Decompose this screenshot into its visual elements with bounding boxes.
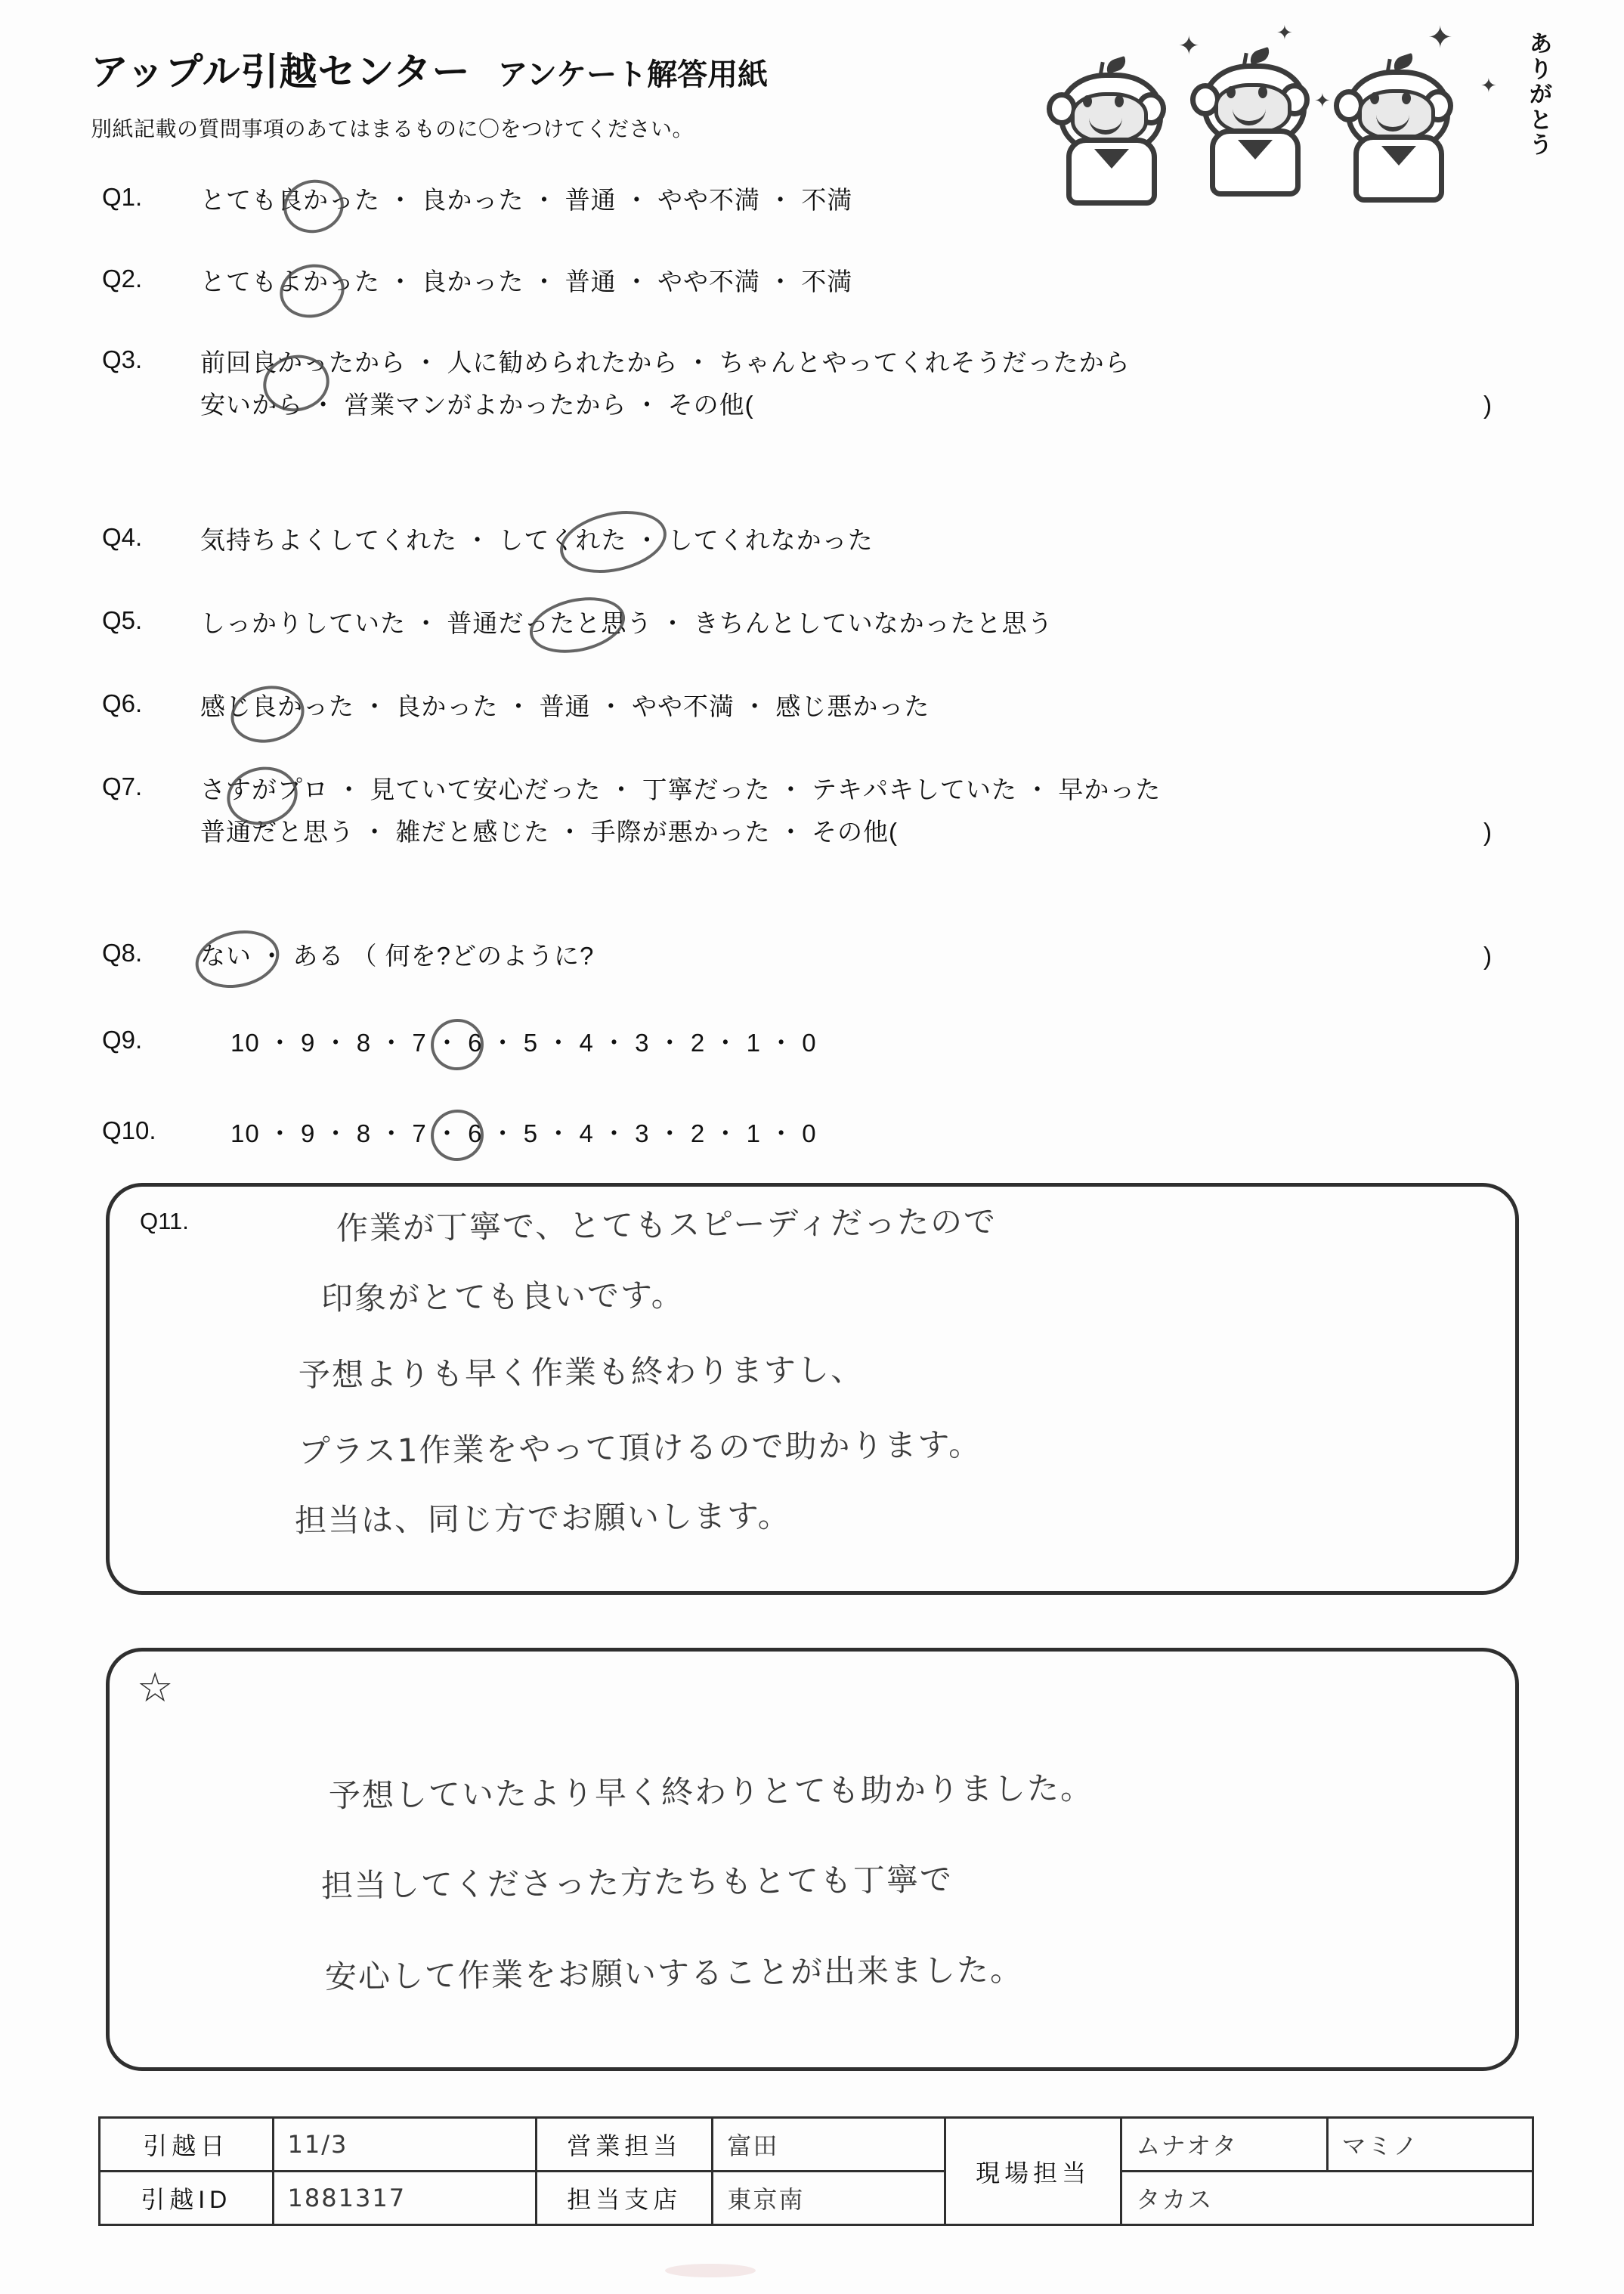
question-id: Q2. — [102, 265, 143, 293]
mascot-eye-left — [1227, 86, 1236, 98]
q11-comment-box[interactable] — [106, 1183, 1519, 1595]
site-staff-value-2[interactable]: マミノ — [1327, 2118, 1533, 2172]
question-q3 — [102, 344, 1538, 423]
sparkle-icon: ✦ — [1276, 21, 1293, 44]
sales-rep-value[interactable]: 富田 — [713, 2118, 945, 2172]
site-staff-value-3[interactable]: タカス — [1121, 2172, 1533, 2225]
q11-handwritten-line-1: 作業が丁寧で、とてもスピーディだったので — [336, 1203, 998, 1247]
move-id-label: 引越ID — [100, 2172, 274, 2225]
question-paren-close: ) — [1483, 817, 1493, 846]
question-q10 — [102, 1115, 1538, 1153]
apple-leaf-icon — [1104, 56, 1128, 74]
question-options-line1[interactable]: 前回良かったから ・ 人に勧められたから ・ ちゃんとやってくれそうだったから — [200, 348, 1131, 376]
site-staff-label: 現場担当 — [945, 2118, 1121, 2225]
question-options-line2[interactable]: 普通だと思う ・ 雑だと感じた ・ 手際が悪かった ・ その他( — [200, 817, 898, 846]
question-id: Q10. — [102, 1116, 156, 1144]
question-options[interactable]: とても良かった ・ 良かった ・ 普通 ・ やや不満 ・ 不満 — [200, 186, 853, 214]
question-options[interactable]: とてもよかった ・ 良かった ・ 普通 ・ やや不満 ・ 不満 — [200, 268, 853, 296]
q11-handwritten-line-5: 担当は、同じ方でお願いします。 — [294, 1497, 791, 1540]
question-q2 — [102, 263, 1538, 301]
thanks-text: ありがとう — [1530, 32, 1555, 159]
free-comment-line-3: 安心して作業をお願いすることが出来ました。 — [324, 1951, 1024, 1995]
q11-handwritten-line-2: 印象がとても良いです。 — [320, 1276, 685, 1317]
question-id: Q8. — [102, 939, 143, 967]
question-q5 — [102, 605, 1538, 642]
question-id: Q7. — [102, 772, 143, 800]
question-id: Q4. — [102, 523, 143, 551]
question-q9 — [102, 1024, 1538, 1062]
document-header — [91, 42, 1149, 143]
company-name: アップル引越センター — [91, 51, 471, 93]
question-paren-close: ) — [1483, 942, 1493, 970]
sparkle-icon: ✦ — [1428, 21, 1453, 54]
mascot-right — [1337, 50, 1450, 193]
question-id: Q3. — [102, 345, 143, 373]
mascot-collar — [1381, 146, 1416, 166]
mascot-left — [1050, 53, 1163, 197]
sales-rep-label: 営業担当 — [537, 2118, 713, 2172]
table-row — [100, 2172, 1533, 2225]
sparkle-icon: ✦ — [1314, 89, 1331, 112]
mascot-eye-right — [1115, 95, 1124, 107]
free-comment-line-1: 予想していたより早く終わりとても助かりました。 — [328, 1769, 1094, 1815]
question-id: Q9. — [102, 1026, 143, 1054]
paper-smudge — [665, 2264, 756, 2277]
rating-scale[interactable]: 10 ・ 9 ・ 8 ・ 7 ・ 6 ・ 5 ・ 4 ・ 3 ・ 2 ・ 1 ・ 0 — [230, 1119, 817, 1147]
question-id: Q1. — [102, 183, 143, 211]
branch-value[interactable]: 東京南 — [713, 2172, 945, 2225]
question-id: Q6. — [102, 689, 143, 717]
question-q4 — [102, 522, 1538, 559]
question-q6 — [102, 688, 1538, 726]
question-options[interactable]: 感じ良かった ・ 良かった ・ 普通 ・ やや不満 ・ 感じ悪かった — [200, 692, 930, 720]
sparkle-icon: ✦ — [1178, 32, 1200, 60]
q11-handwritten-line-4: プラス1作業をやって頂けるので助かります。 — [298, 1426, 982, 1470]
sparkle-icon: ✦ — [1480, 74, 1497, 97]
table-row — [100, 2118, 1533, 2172]
rating-scale[interactable]: 10 ・ 9 ・ 8 ・ 7 ・ 6 ・ 5 ・ 4 ・ 3 ・ 2 ・ 1 ・ 0 — [230, 1029, 817, 1057]
free-comment-line-2: 担当してくださった方たちもとても丁寧で — [320, 1860, 954, 1905]
q11-label: Q11. — [140, 1208, 189, 1234]
move-date-label: 引越日 — [100, 2118, 274, 2172]
question-q1 — [102, 181, 1538, 219]
question-options[interactable]: ない ・ ある （ 何を?どのように? — [200, 942, 595, 970]
move-id-value[interactable]: 1881317 — [273, 2172, 537, 2225]
mascot-illustration — [1050, 15, 1571, 197]
mascot-eye-left — [1083, 95, 1092, 107]
q11-handwritten-line-3: 予想よりも早く作業も終わりますし、 — [298, 1351, 865, 1394]
site-staff-value-1[interactable]: ムナオタ — [1121, 2118, 1327, 2172]
star-icon: ☆ — [137, 1665, 174, 1710]
apple-leaf-icon — [1391, 53, 1415, 71]
mascot-center — [1193, 44, 1307, 187]
mascot-collar — [1238, 140, 1273, 159]
mascot-collar — [1094, 149, 1129, 169]
instruction-text: 別紙記載の質問事項のあてはまるものに〇をつけてください。 — [91, 117, 694, 141]
mascot-eye-left — [1370, 92, 1379, 104]
question-id: Q5. — [102, 606, 143, 634]
branch-label: 担当支店 — [537, 2172, 713, 2225]
document-type: アンケート解答用紙 — [497, 58, 769, 91]
move-date-value[interactable]: 11/3 — [273, 2118, 537, 2172]
question-q7 — [102, 771, 1538, 850]
mascot-eye-right — [1258, 86, 1267, 98]
footer-info-table — [98, 2116, 1534, 2226]
question-options-line1[interactable]: さすがプロ ・ 見ていて安心だった ・ 丁寧だった ・ テキパキしていた ・ 早かった — [200, 776, 1162, 803]
question-q8 — [102, 937, 1538, 975]
question-options-line2[interactable]: 安いから ・ 営業マンがよかったから ・ その他( — [200, 390, 754, 419]
question-options[interactable]: 気持ちよくしてくれた ・ してくれた ・ してくれなかった — [200, 526, 874, 554]
question-options[interactable]: しっかりしていた ・ 普通だったと思う ・ きちんとしていなかったと思う — [200, 609, 1053, 637]
mascot-eye-right — [1402, 92, 1411, 104]
apple-leaf-icon — [1248, 47, 1272, 65]
free-comment-box[interactable] — [106, 1648, 1519, 2071]
question-paren-close: ) — [1483, 390, 1493, 419]
